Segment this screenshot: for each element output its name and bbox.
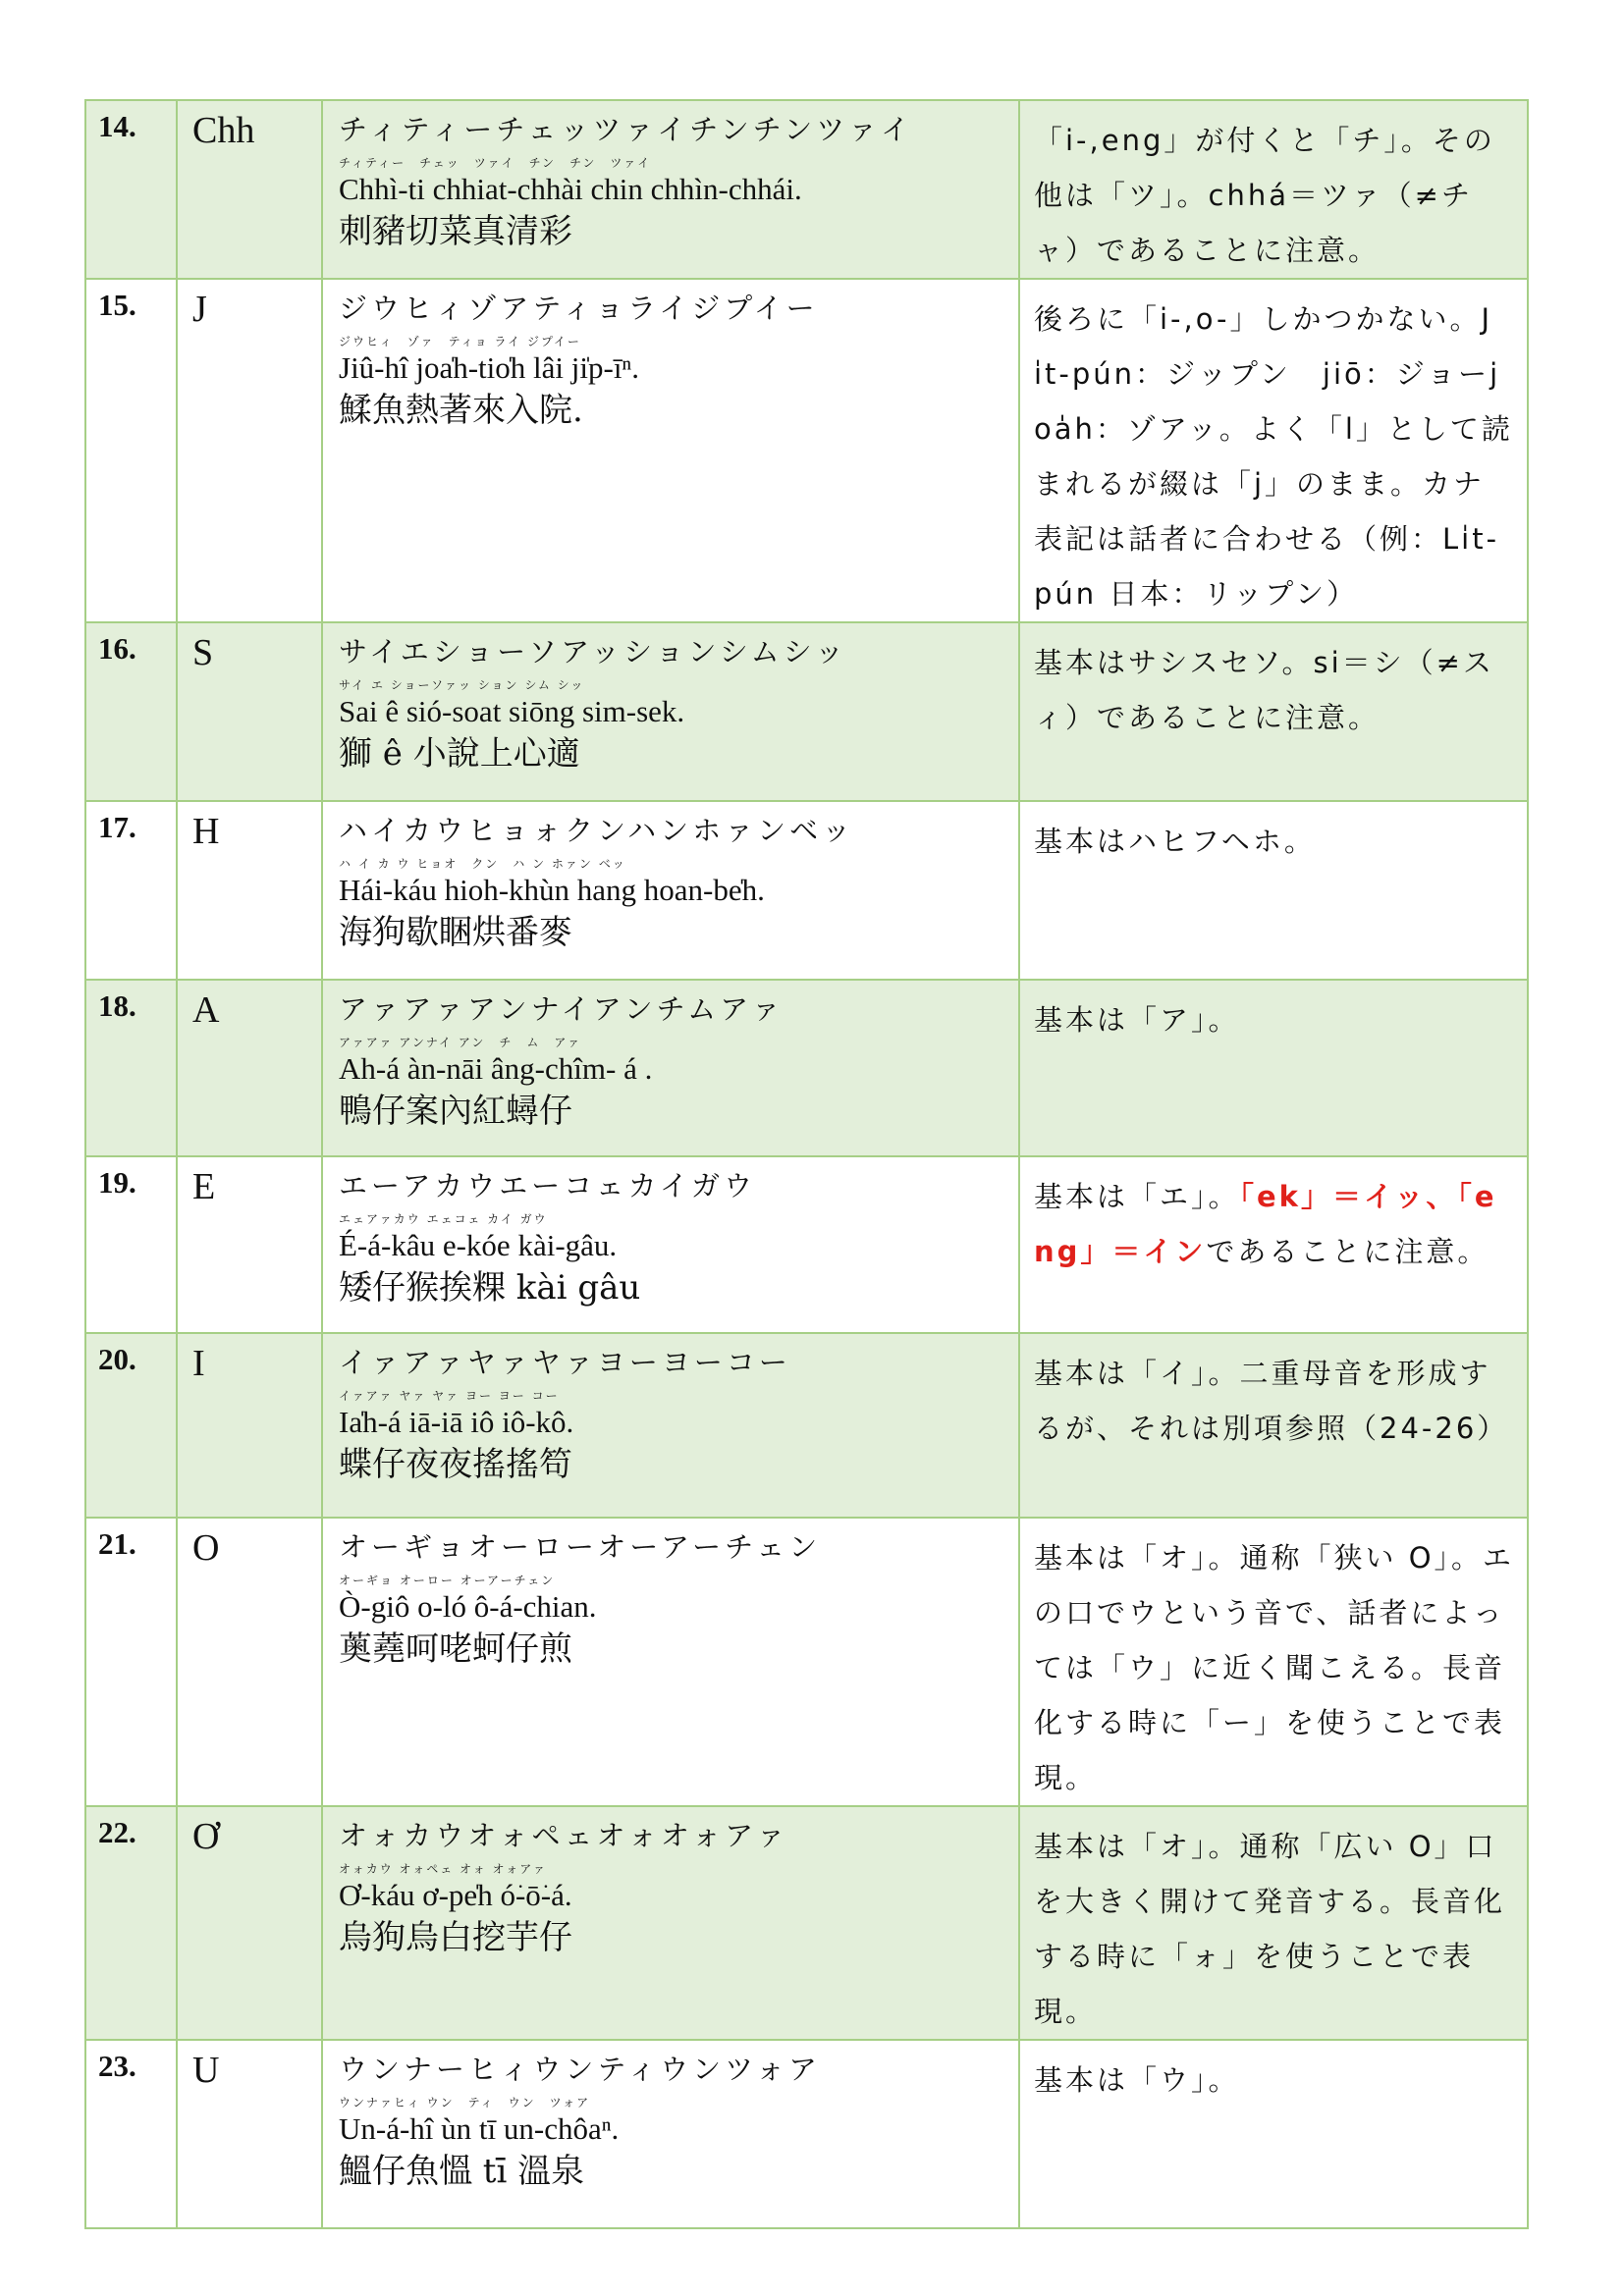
hanzi-sentence: 鰮仔魚慍 tī 溫泉 [339,2152,585,2191]
ruby-reading: ハ イ カ ウ ヒョオ クン ハ ン ホァン ベッ [339,857,626,871]
table-row [85,1518,1528,1806]
example-cell [322,1518,1019,1806]
table-row [85,801,1528,980]
romanized-sentence: Chhì-ti chhiat-chhài chin chhìn-chhái. [339,172,802,206]
table-row [85,2040,1528,2228]
consonant-letter: H [177,801,322,980]
row-number: 21. [85,1518,177,1806]
romanized-sentence: Ơ-káu ơ-pe̍h ó͘-ō͘-á. [339,1878,572,1912]
table-row [85,980,1528,1156]
note-cell: 基本は「ア」。 [1019,980,1528,1156]
hanzi-sentence: 矮仔猴挨粿 kài gâu [339,1268,641,1308]
romanized-sentence: Jiû-hî joa̍h-tio̍h lâi ji̍p-īⁿ. [339,350,639,385]
note-cell [1019,1156,1528,1333]
example-cell [322,279,1019,622]
consonant-letter: U [177,2040,322,2228]
katakana-reading: オォカウオォペェオォオォアァ [339,1819,789,1852]
ruby-reading: オーギョ オーロー オーアーチェン [339,1574,556,1587]
note-cell: 基本はハヒフヘホ。 [1019,801,1528,980]
hanzi-sentence: 刺豬切菜真清彩 [339,212,572,251]
row-number: 15. [85,279,177,622]
example-cell [322,2040,1019,2228]
note-cell: 基本は「オ」。通称「狭い O」。エの口でウという音で、話者によっては「ウ」に近く聞こえる。長音化する時に「ー」を使うことで表現。 [1019,1518,1528,1806]
hanzi-sentence: 蝶仔夜夜搖搖笱 [339,1445,572,1484]
example-cell [322,100,1019,279]
table-row [85,1333,1528,1518]
row-number: 18. [85,980,177,1156]
row-number: 16. [85,622,177,801]
note-highlight: 「ek」＝イッ、「eng」＝イン [1034,1180,1497,1268]
hanzi-sentence: 海狗歇睏烘番麥 [339,913,572,952]
ruby-reading: ジウヒィ ゾァ ティョ ライ ジプイー [339,335,581,348]
katakana-reading: オーギョオーローオーアーチェン [339,1530,822,1564]
table-row [85,622,1528,801]
romanized-sentence: Hái-káu hioh-khùn hang hoan-be̍h. [339,873,765,907]
hanzi-sentence: 烏狗烏白挖芋仔 [339,1918,572,1957]
ruby-reading: サイ エ ショーソァッ ション シム シッ [339,678,585,692]
table-row [85,279,1528,622]
consonant-letter: Ơ [177,1806,322,2040]
row-number: 22. [85,1806,177,2040]
hanzi-sentence: 鴨仔案內紅蟳仔 [339,1092,572,1131]
row-number: 14. [85,100,177,279]
table-row [85,1156,1528,1333]
note-cell: 基本は「イ」。二重母音を形成するが、それは別項参照（24-26） [1019,1333,1528,1518]
note-cell: 「i-,eng」が付くと「チ」。その他は「ツ」。chhá＝ツァ（≠チャ）であることに注意。 [1019,100,1528,279]
katakana-reading: アァアァアンナイアンチムアァ [339,992,785,1026]
ruby-reading: チィティー チェッ ツァイ チン チン ツァイ [339,156,652,170]
consonant-letter: A [177,980,322,1156]
consonant-letter: E [177,1156,322,1333]
example-cell [322,1156,1019,1333]
ruby-reading: アァアァ アンナイ アン チ ム アァ [339,1036,582,1049]
katakana-reading: エーアカウエーコェカイガウ [339,1169,756,1202]
hanzi-sentence: 鰇魚熱著來入院. [339,391,583,430]
romanized-sentence: Ah-á àn-nāi âng-chîm- á . [339,1051,653,1086]
katakana-reading: サイエショーソアッションシムシッ [339,635,847,668]
note-cell: 基本はサシスセソ。si＝シ（≠スィ）であることに注意。 [1019,622,1528,801]
example-cell [322,980,1019,1156]
romanized-sentence: É-á-kâu e-kóe kài-gâu. [339,1228,618,1262]
consonant-letter: I [177,1333,322,1518]
katakana-reading: イァアァヤァヤァヨーヨーコー [339,1346,791,1379]
row-number: 23. [85,2040,177,2228]
romanized-sentence: Ia̍h-á iā-iā iô iô-kô. [339,1405,574,1439]
note-cell: 基本は「オ」。通称「広い O」口を大きく開けて発音する。長音化する時に「ォ」を使うことで表現。 [1019,1806,1528,2040]
katakana-reading: チィティーチェッツァイチンチンツァイ [339,113,914,146]
katakana-reading: ジウヒィゾアティョライジプイー [339,292,819,325]
hanzi-sentence: 獅 ê 小說上心適 [339,734,580,774]
hanzi-sentence: 薁蕘呵咾蚵仔煎 [339,1629,572,1669]
table-row [85,1806,1528,2040]
consonant-letter: Chh [177,100,322,279]
row-number: 19. [85,1156,177,1333]
example-cell [322,1333,1019,1518]
example-cell [322,801,1019,980]
example-cell [322,622,1019,801]
note-cell: 基本は「ウ」。 [1019,2040,1528,2228]
ruby-reading: オォカウ オォペェ オォ オォアァ [339,1862,548,1876]
ruby-reading: エェアァカウ エェコェ カイ ガウ [339,1212,548,1226]
note-text: であることに注意。 [1206,1235,1489,1268]
katakana-reading: ハイカウヒョォクンハンホァンベッ [339,814,855,847]
romanized-sentence: Un-á-hî ùn tī un-chôaⁿ. [339,2111,620,2146]
consonant-letter: S [177,622,322,801]
ruby-reading: イァアァ ヤァ ヤァ ヨー ヨー コー [339,1389,560,1403]
romanized-sentence: Sai ê sió-soat siōng sim-sek. [339,694,685,728]
note-text: 基本は「エ」。 [1034,1180,1240,1213]
romanized-sentence: Ò-giô o-ló ô-á-chian. [339,1589,597,1624]
consonant-letter: O [177,1518,322,1806]
consonant-letter: J [177,279,322,622]
note-cell: 後ろに「i-,o-」しかつかない。Ji̍t-pún：ジップン jiō：ジョーjoa̍h：ゾアッ。よく「l」として読まれるが綴は「j」のまま。カナ表記は話者に合わせる（例：Li̍t-pún 日本：リップン） [1019,279,1528,622]
ruby-reading: ウンナァヒィ ウン ティ ウン ツォア [339,2096,591,2109]
row-number: 20. [85,1333,177,1518]
row-number: 17. [85,801,177,980]
pronunciation-table [84,99,1529,2229]
example-cell [322,1806,1019,2040]
katakana-reading: ウンナーヒィウンティウンツォア [339,2053,821,2086]
table-row [85,100,1528,279]
